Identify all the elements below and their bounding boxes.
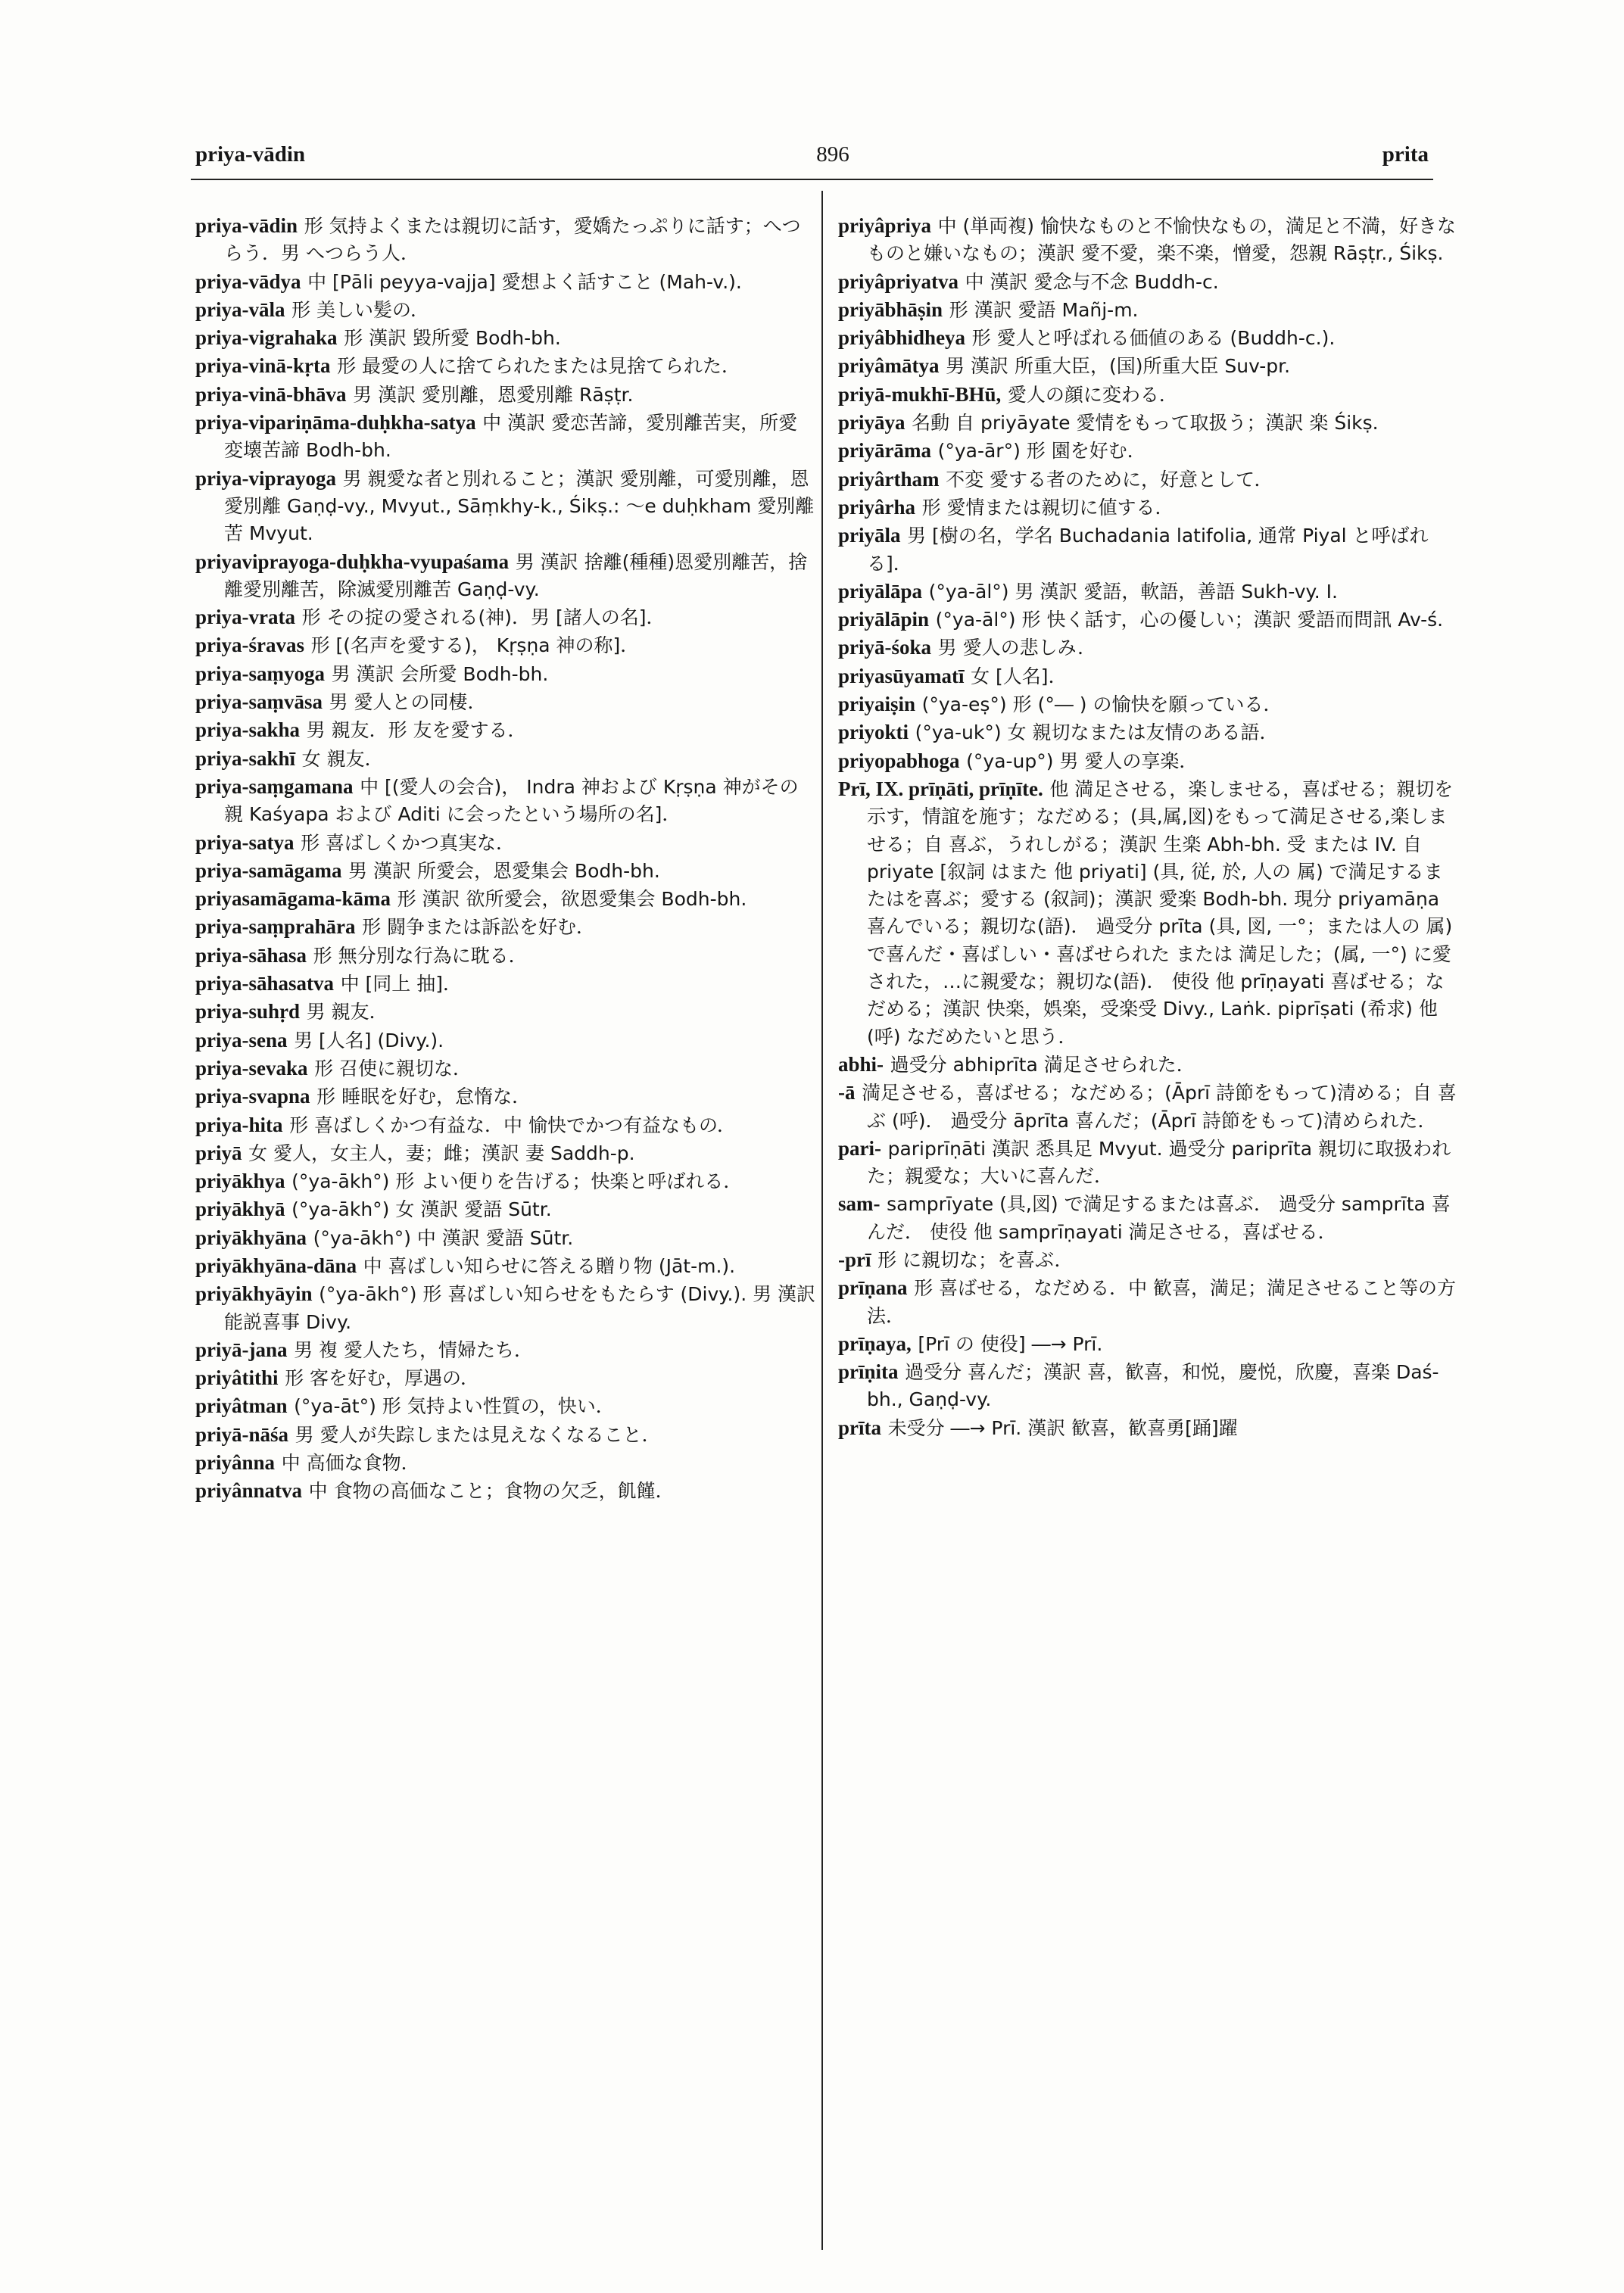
definition: 中 [Pāli peyya-vajja] 愛想よく話すこと (Mah-v.). [307, 270, 742, 293]
dictionary-entry [195, 1336, 816, 1364]
dictionary-entry [195, 857, 816, 885]
definition: 中 漢訳 愛恋苦諦，愛別離苦実，所愛変壊苦諦 Bodh-bh. [224, 412, 798, 462]
definition: 形 召使に親切な． [314, 1057, 472, 1080]
headword: priyā-mukhī-BHū, [838, 382, 1002, 406]
page-number: 896 [816, 142, 849, 167]
dictionary-entry [195, 716, 816, 744]
definition: 男 愛人が失踪しまたは見えなくなること． [295, 1423, 661, 1446]
headword: prīṇana [838, 1276, 908, 1300]
headword: priyākhyāyin [195, 1282, 313, 1306]
headword: prīṇaya, [838, 1332, 912, 1355]
headword: priyâbhidheya [838, 326, 966, 350]
definition: (°ya-āl°) 男 漢訳 愛語，軟語，善語 Sukh-vy. I. [928, 580, 1338, 603]
headword: priya-sena [195, 1028, 288, 1051]
dictionary-entry [838, 437, 1459, 465]
dictionary-entry [195, 660, 816, 688]
dictionary-entry [195, 1421, 816, 1449]
definition: (°ya-ākh°) 中 漢訳 愛語 Sūtr. [313, 1226, 574, 1249]
headword: priyā-śoka [838, 636, 932, 659]
definition: 形 美しい髪の． [291, 298, 430, 321]
headword: priyā [195, 1141, 242, 1164]
dictionary-entry [838, 381, 1459, 409]
definition: 中 漢訳 愛念与不念 Buddh-c. [965, 270, 1219, 293]
definition: 愛人の顔に変わる． [1007, 383, 1178, 406]
dictionary-entry [838, 494, 1459, 522]
headword: abhi- [838, 1052, 884, 1076]
headword: priya-sāhasatva [195, 972, 335, 995]
dictionary-entry [838, 296, 1459, 324]
dictionary-entry [195, 829, 816, 857]
headword: priya-vinā-kṛta [195, 354, 331, 378]
headword: priya-vāla [195, 298, 285, 321]
dictionary-entry [195, 1139, 816, 1167]
definition: 形 喜ばしくかつ真実な． [301, 831, 516, 854]
dictionary-entry [195, 381, 816, 409]
definition: (°ya-uk°) 女 親切なまたは友情のある語． [915, 721, 1279, 744]
dictionary-entry [195, 1477, 816, 1505]
dictionary-entry [838, 1135, 1459, 1191]
dictionary-entry [195, 885, 816, 913]
headword: priyārāma [838, 439, 931, 463]
definition: 男 愛人との同棲． [329, 691, 487, 714]
headword: priyā-jana [195, 1338, 288, 1361]
dictionary-entry [838, 718, 1459, 746]
headword: priyânna [195, 1451, 276, 1475]
dictionary-entry [195, 1027, 816, 1055]
definition: 形 その掟の愛される(神)．男 [諸人の名]． [301, 606, 665, 629]
headword: priyâtithi [195, 1366, 279, 1390]
dictionary-entry [195, 548, 816, 604]
dictionary-entry [838, 1190, 1459, 1246]
definition: 中 食物の高価なこと；食物の欠乏，飢饉． [308, 1480, 675, 1503]
headword: priya-sāhasa [195, 943, 307, 967]
definition: 男 漢訳 会所愛 Bodh-bh. [331, 662, 549, 685]
definition: 形 漢訳 愛語 Mañj-m. [949, 298, 1139, 321]
headword: priyasamāgama-kāma [195, 887, 391, 911]
dictionary-entry [838, 606, 1459, 634]
headword: priya-samāgama [195, 858, 342, 882]
definition: 男 親友．形 友を愛する． [306, 719, 527, 742]
definition: 形 喜ばしくかつ有益な．中 愉快でかつ有益なもの． [289, 1114, 737, 1136]
headword: priya-sakhī [195, 746, 296, 770]
definition: 中 喜ばしい知らせに答える贈り物 (Jāt-m.). [363, 1254, 736, 1277]
headword: priyaviprayoga-duḥkha-vyupaśama [195, 550, 510, 573]
headword: priya-saṃgamana [195, 774, 354, 798]
dictionary-entry [195, 773, 816, 829]
dictionary-entry [838, 775, 1459, 1051]
dictionary-entry [195, 296, 816, 324]
headword: priyākhya [195, 1170, 285, 1193]
headword: priyâmātya [838, 354, 940, 378]
definition: 形 漢訳 毀所愛 Bodh-bh. [344, 327, 561, 350]
definition: 男 漢訳 愛別離，恩愛別離 Rāṣṭr. [353, 383, 634, 406]
headword: priya-vinā-bhāva [195, 382, 347, 406]
headword: priyāla [838, 524, 901, 547]
dictionary-entry [838, 662, 1459, 690]
headword: priyopabhoga [838, 749, 960, 772]
dictionary-entry [838, 1330, 1459, 1358]
headword: priyākhyāna [195, 1226, 307, 1249]
headword: -ā [838, 1081, 856, 1104]
definition: 男 漢訳 所愛会，恩愛集会 Bodh-bh. [348, 859, 660, 882]
headword: priya-suhṛd [195, 1000, 301, 1023]
headword: priyâpriyatva [838, 269, 959, 293]
headword: prīta [838, 1416, 881, 1439]
headword: priya-hita [195, 1113, 283, 1136]
definition: 形 に親切な；を喜ぶ． [877, 1248, 1074, 1271]
dictionary-entry [195, 1392, 816, 1420]
headword: priyāya [838, 411, 906, 435]
dictionary-entry [195, 913, 816, 941]
headword: priyālāpa [838, 579, 923, 603]
headword: priyākhyāna-dāna [195, 1254, 357, 1277]
headword: priya-saṃvāsa [195, 690, 323, 714]
definition: 形 客を好む，厚遇の． [285, 1367, 480, 1390]
definition: 過受分 喜んだ；漢訳 喜，歓喜，和悦，慶悦，欣慶，喜楽 Daś-bh., Gaṇḍ-vy. [867, 1361, 1439, 1411]
headword: priyasūyamatī [838, 664, 965, 687]
definition: 形 睡眠を好む，怠惰な． [316, 1086, 531, 1108]
definition: 男 複 愛人たち，情婦たち． [294, 1338, 533, 1361]
definition: 満足させる，喜ばせる；なだめる；(Āprī 詩節をもって)清める；自 喜ぶ (呼)． 過受分 āprīta 喜んだ；(Āprī 詩節をもって)清められた． [862, 1082, 1457, 1132]
definition: 形 [(名声を愛する)， Kṛṣṇa 神の称]． [310, 634, 640, 657]
dictionary-entry [195, 970, 816, 998]
dictionary-entry [838, 634, 1459, 662]
dictionary-entry [195, 1280, 816, 1336]
definition: 形 愛人と呼ばれる価値のある (Buddh-c.). [971, 327, 1336, 350]
dictionary-entry [195, 1224, 816, 1252]
dictionary-entry [195, 745, 816, 773]
definition: [Prī の 使役] ―→ Prī. [918, 1332, 1103, 1355]
dictionary-entry [838, 522, 1459, 578]
headword: priyokti [838, 721, 909, 744]
definition: 中 [同上 抽]． [340, 973, 463, 995]
definition: 男 漢訳 捨離(種種)恩愛別離苦，捨離愛別離苦，除滅愛別離苦 Gaṇḍ-vy. [224, 550, 808, 600]
headword: priya-satya [195, 830, 295, 854]
definition: 形 漢訳 欲所愛会，欲恩愛集会 Bodh-bh. [397, 888, 747, 911]
definition: 中 (単両複) 愉快なものと不愉快なもの，満足と不満，好きなものと嫌いなもの；漢訳 愛不愛，楽不楽，憎愛，怨親 Rāṣṭr., Śikṣ. [867, 215, 1457, 265]
definition: 男 愛人の悲しみ． [937, 637, 1097, 659]
dictionary-entry [195, 465, 816, 548]
definition: 形 闘争または訴訟を好む． [362, 916, 596, 939]
column-divider [821, 191, 823, 2250]
definition: 未受分 ―→ Prī. 漢訳 歓喜，歓喜勇[踊]躍 [887, 1416, 1238, 1439]
dictionary-entry [195, 1167, 816, 1195]
headword: priya-sakha [195, 718, 301, 742]
headword: sam- [838, 1192, 881, 1216]
headword: priyākhyā [195, 1198, 285, 1221]
definition: (°ya-up°) 男 愛人の享楽． [966, 749, 1199, 772]
dictionary-entry [195, 352, 816, 380]
definition: 不変 愛する者のために，好意として． [946, 468, 1273, 491]
dictionary-entry [195, 942, 816, 970]
dictionary-entry [838, 324, 1459, 352]
definition: 形 喜ばせる，なだめる．中 歓喜，満足；満足させること等の方法． [867, 1277, 1457, 1327]
definition: 女 愛人，女主人，妻；雌；漢訳 妻 Saddh-p. [248, 1142, 635, 1164]
headword: priya-viprayoga [195, 466, 336, 490]
dictionary-entry [195, 998, 816, 1026]
left-column [195, 212, 816, 1506]
dictionary-entry [838, 1246, 1459, 1274]
headword: pari- [838, 1136, 881, 1160]
dictionary-entry [195, 603, 816, 631]
definition: (°ya-eṣ°) 形 (°― ) の愉快を願っている． [921, 693, 1283, 716]
dictionary-entry [195, 268, 816, 296]
dictionary-entry [838, 578, 1459, 606]
dictionary-entry [838, 1274, 1459, 1330]
headword: priya-vrata [195, 606, 295, 629]
definition: 他 満足させる，楽しませる，喜ばせる；親切を示す，情誼を施す；なだめる；(具,属,図)をもって満足させる,楽しませる；自 喜ぶ，うれしがる；漢訳 生楽 Abh-bh. 受 または IV. 自 priyate [叙詞 はまた 他 priyati] (具, 従, 於, 人の 属) で満足するまたはを喜ぶ；愛する (叙詞)；漢訳 愛楽 Bodh-bh. 現分 priyamāṇa 喜んでいる；親切な(語)． 過受分 prīta (具, 図, 一°；または人の 属) で喜んだ・喜ばしい・喜ばせられた または 満足した；(属, 一°) に愛された，…に親愛な；親切な(語)． 使役 他 prīṇayati 喜ばせる；なだめる；漢訳 快楽，娯楽，受楽受 Divy., Laṅk. piprīṣati (希求) 他 (呼) なだめたいと思う． [867, 777, 1454, 1048]
definition: 中 高価な食物． [281, 1452, 420, 1475]
headword: priyânnatva [195, 1479, 303, 1503]
dictionary-entry [195, 1055, 816, 1083]
headword: priya-śravas [195, 634, 304, 657]
dictionary-entry [838, 352, 1459, 380]
right-column [838, 212, 1459, 1442]
dictionary-entry [195, 1252, 816, 1280]
headword: Prī, IX. prīṇāti, prīṇīte. [838, 777, 1043, 800]
definition: (°ya-ākh°) 形 よい便りを告げる；快楽と呼ばれる． [291, 1170, 743, 1193]
definition: 形 愛情または親切に値する． [921, 496, 1174, 519]
dictionary-entry [838, 466, 1459, 494]
dictionary-entry [195, 409, 816, 465]
dictionary-entry [838, 747, 1459, 775]
headword: priyâpriya [838, 214, 932, 237]
headword: priya-vādin [195, 214, 298, 237]
dictionary-entry [195, 1111, 816, 1139]
dictionary-entry [195, 324, 816, 352]
running-head-left: priya-vādin [195, 142, 306, 167]
definition: (°ya-ār°) 形 園を好む． [937, 440, 1146, 463]
dictionary-entry [838, 1414, 1459, 1442]
definition: 男 親愛な者と別れること；漢訳 愛別離，可愛別離，恩愛別離 Gaṇḍ-vy., Mvyut., Sāṃkhy-k., Śikṣ.: ～e duḥkham 愛別離苦 Mvyut. [224, 467, 815, 545]
dictionary-entry [195, 1195, 816, 1223]
definition: (°ya-ākh°) 形 喜ばしい知らせをもたらす (Divy.). 男 漢訳 能説喜事 Divy. [224, 1283, 816, 1333]
headword: priyârha [838, 495, 916, 519]
dictionary-entry [838, 1051, 1459, 1079]
headword: priyaiṣin [838, 693, 916, 716]
headword: -prī [838, 1248, 871, 1271]
headword: priyābhāṣin [838, 298, 943, 321]
definition: (°ya-ākh°) 女 漢訳 愛語 Sūtr. [291, 1198, 552, 1221]
definition: pariprīṇāti 漢訳 悉具足 Mvyut. 過受分 pariprīta 親切に取扱われた；親愛な；大いに喜んだ． [867, 1137, 1451, 1188]
definition: (°ya-āt°) 形 気持よい性質の，快い． [294, 1395, 615, 1418]
definition: 名動 自 priyāyate 愛情をもって取扱う；漢訳 楽 Śikṣ. [912, 412, 1379, 435]
definition: (°ya-āl°) 形 快く話す，心の優しい；漢訳 愛語而問訊 Av-ś. [935, 609, 1444, 631]
definition: 形 無分別な行為に耽る． [313, 944, 528, 967]
dictionary-entry [838, 1079, 1459, 1135]
dictionary-entry [195, 688, 816, 716]
headword: priya-vipariṇāma-duḥkha-satya [195, 411, 476, 435]
headword: priyârtham [838, 467, 940, 491]
dictionary-entry [838, 212, 1459, 268]
definition: 男 漢訳 所重大臣，(国)所重大臣 Suv-pr. [946, 355, 1291, 378]
dictionary-entry [195, 1364, 816, 1392]
definition: 形 最愛の人に捨てられたまたは見捨てられた． [337, 355, 741, 378]
headword: priya-saṃyoga [195, 662, 325, 685]
definition: 過受分 abhiprīta 満足させられた． [890, 1053, 1195, 1076]
definition: 女 親友． [301, 747, 384, 770]
headword: priyālāpin [838, 608, 930, 631]
definition: 男 [樹の名，学名 Buchadania latifolia, 通常 Piyal と呼ばれる]． [867, 525, 1429, 575]
running-head-right: prita [1382, 142, 1429, 167]
definition: 形 気持よくまたは親切に話す，愛嬌たっぷりに話す；へつらう．男 へつらう人． [224, 215, 801, 265]
dictionary-entry [838, 409, 1459, 437]
dictionary-entry [838, 690, 1459, 718]
headword: prīṇita [838, 1360, 899, 1384]
headword: priya-saṃprahāra [195, 915, 356, 939]
headword: priya-svapna [195, 1085, 310, 1108]
definition: samprīyate (具,図) で満足するまたは喜ぶ． 過受分 samprīta 喜んだ． 使役 他 samprīṇayati 満足させる，喜ばせる． [867, 1193, 1451, 1243]
definition: 男 親友． [306, 1001, 388, 1023]
dictionary-entry [195, 212, 816, 268]
dictionary-entry [195, 1083, 816, 1111]
dictionary-entry [195, 1449, 816, 1477]
headword: priyā-nāśa [195, 1422, 289, 1446]
definition: 男 [人名] (Divy.). [294, 1029, 444, 1051]
headword: priya-sevaka [195, 1056, 308, 1080]
header-rule [191, 179, 1433, 180]
dictionary-entry [838, 268, 1459, 296]
headword: priyâtman [195, 1394, 288, 1418]
dictionary-entry [838, 1358, 1459, 1414]
headword: priya-vigrahaka [195, 326, 338, 350]
dictionary-entry [195, 631, 816, 659]
headword: priya-vādya [195, 269, 301, 293]
definition: 中 [(愛人の会合)， Indra 神および Kṛṣṇa 神がその親 Kaśyapa および Aditi に会ったという場所の名]． [224, 775, 799, 826]
definition: 女 [人名]． [971, 665, 1068, 687]
